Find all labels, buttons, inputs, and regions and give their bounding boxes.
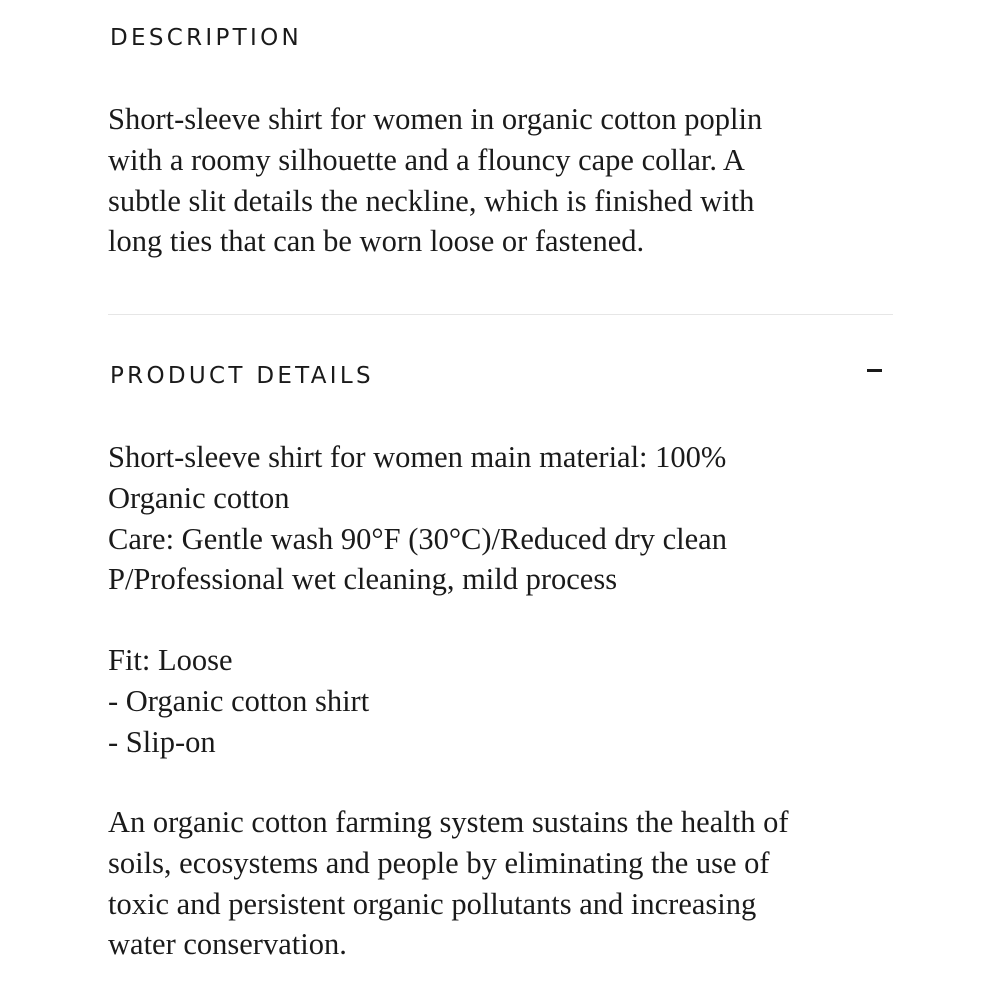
organic-line: toxic and persistent organic pollutants and increasing (108, 886, 757, 921)
composition-line: Short-sleeve shirt for women main material: 100% (108, 440, 727, 474)
organic-line: An organic cotton farming system sustains the health of (108, 805, 789, 839)
fit-line: Fit: Loose (108, 643, 233, 677)
product-details-heading[interactable]: PRODUCT DETAILS (110, 363, 374, 389)
description-line: Short-sleeve shirt for women in organic cotton poplin (108, 102, 763, 136)
description-line: long ties that can be worn loose or fastened. (108, 224, 645, 259)
description-heading: DESCRIPTION (110, 25, 302, 51)
care-line: P/Professional wet cleaning, mild process (108, 562, 618, 597)
fit-feature-line: - Organic cotton shirt (108, 683, 370, 718)
description-line: with a roomy silhouette and a flouncy cape collar. A (108, 142, 745, 177)
care-line: Care: Gentle wash 90°F (30°C)/Reduced dry clean (108, 521, 727, 556)
organic-cotton-text (108, 802, 908, 965)
organic-line: water conservation. (108, 927, 347, 962)
product-composition-text (108, 437, 908, 600)
composition-line: Organic cotton (108, 480, 290, 515)
product-details-collapse-button[interactable] (864, 360, 894, 384)
fit-feature-line: - Slip-on (108, 724, 216, 759)
section-divider (108, 314, 893, 315)
organic-line: soils, ecosystems and people by eliminating the use of (108, 845, 770, 880)
minus-icon (867, 369, 882, 372)
product-fit-text (108, 640, 908, 762)
description-line: subtle slit details the neckline, which is finished with (108, 183, 755, 218)
description-text (108, 99, 908, 262)
